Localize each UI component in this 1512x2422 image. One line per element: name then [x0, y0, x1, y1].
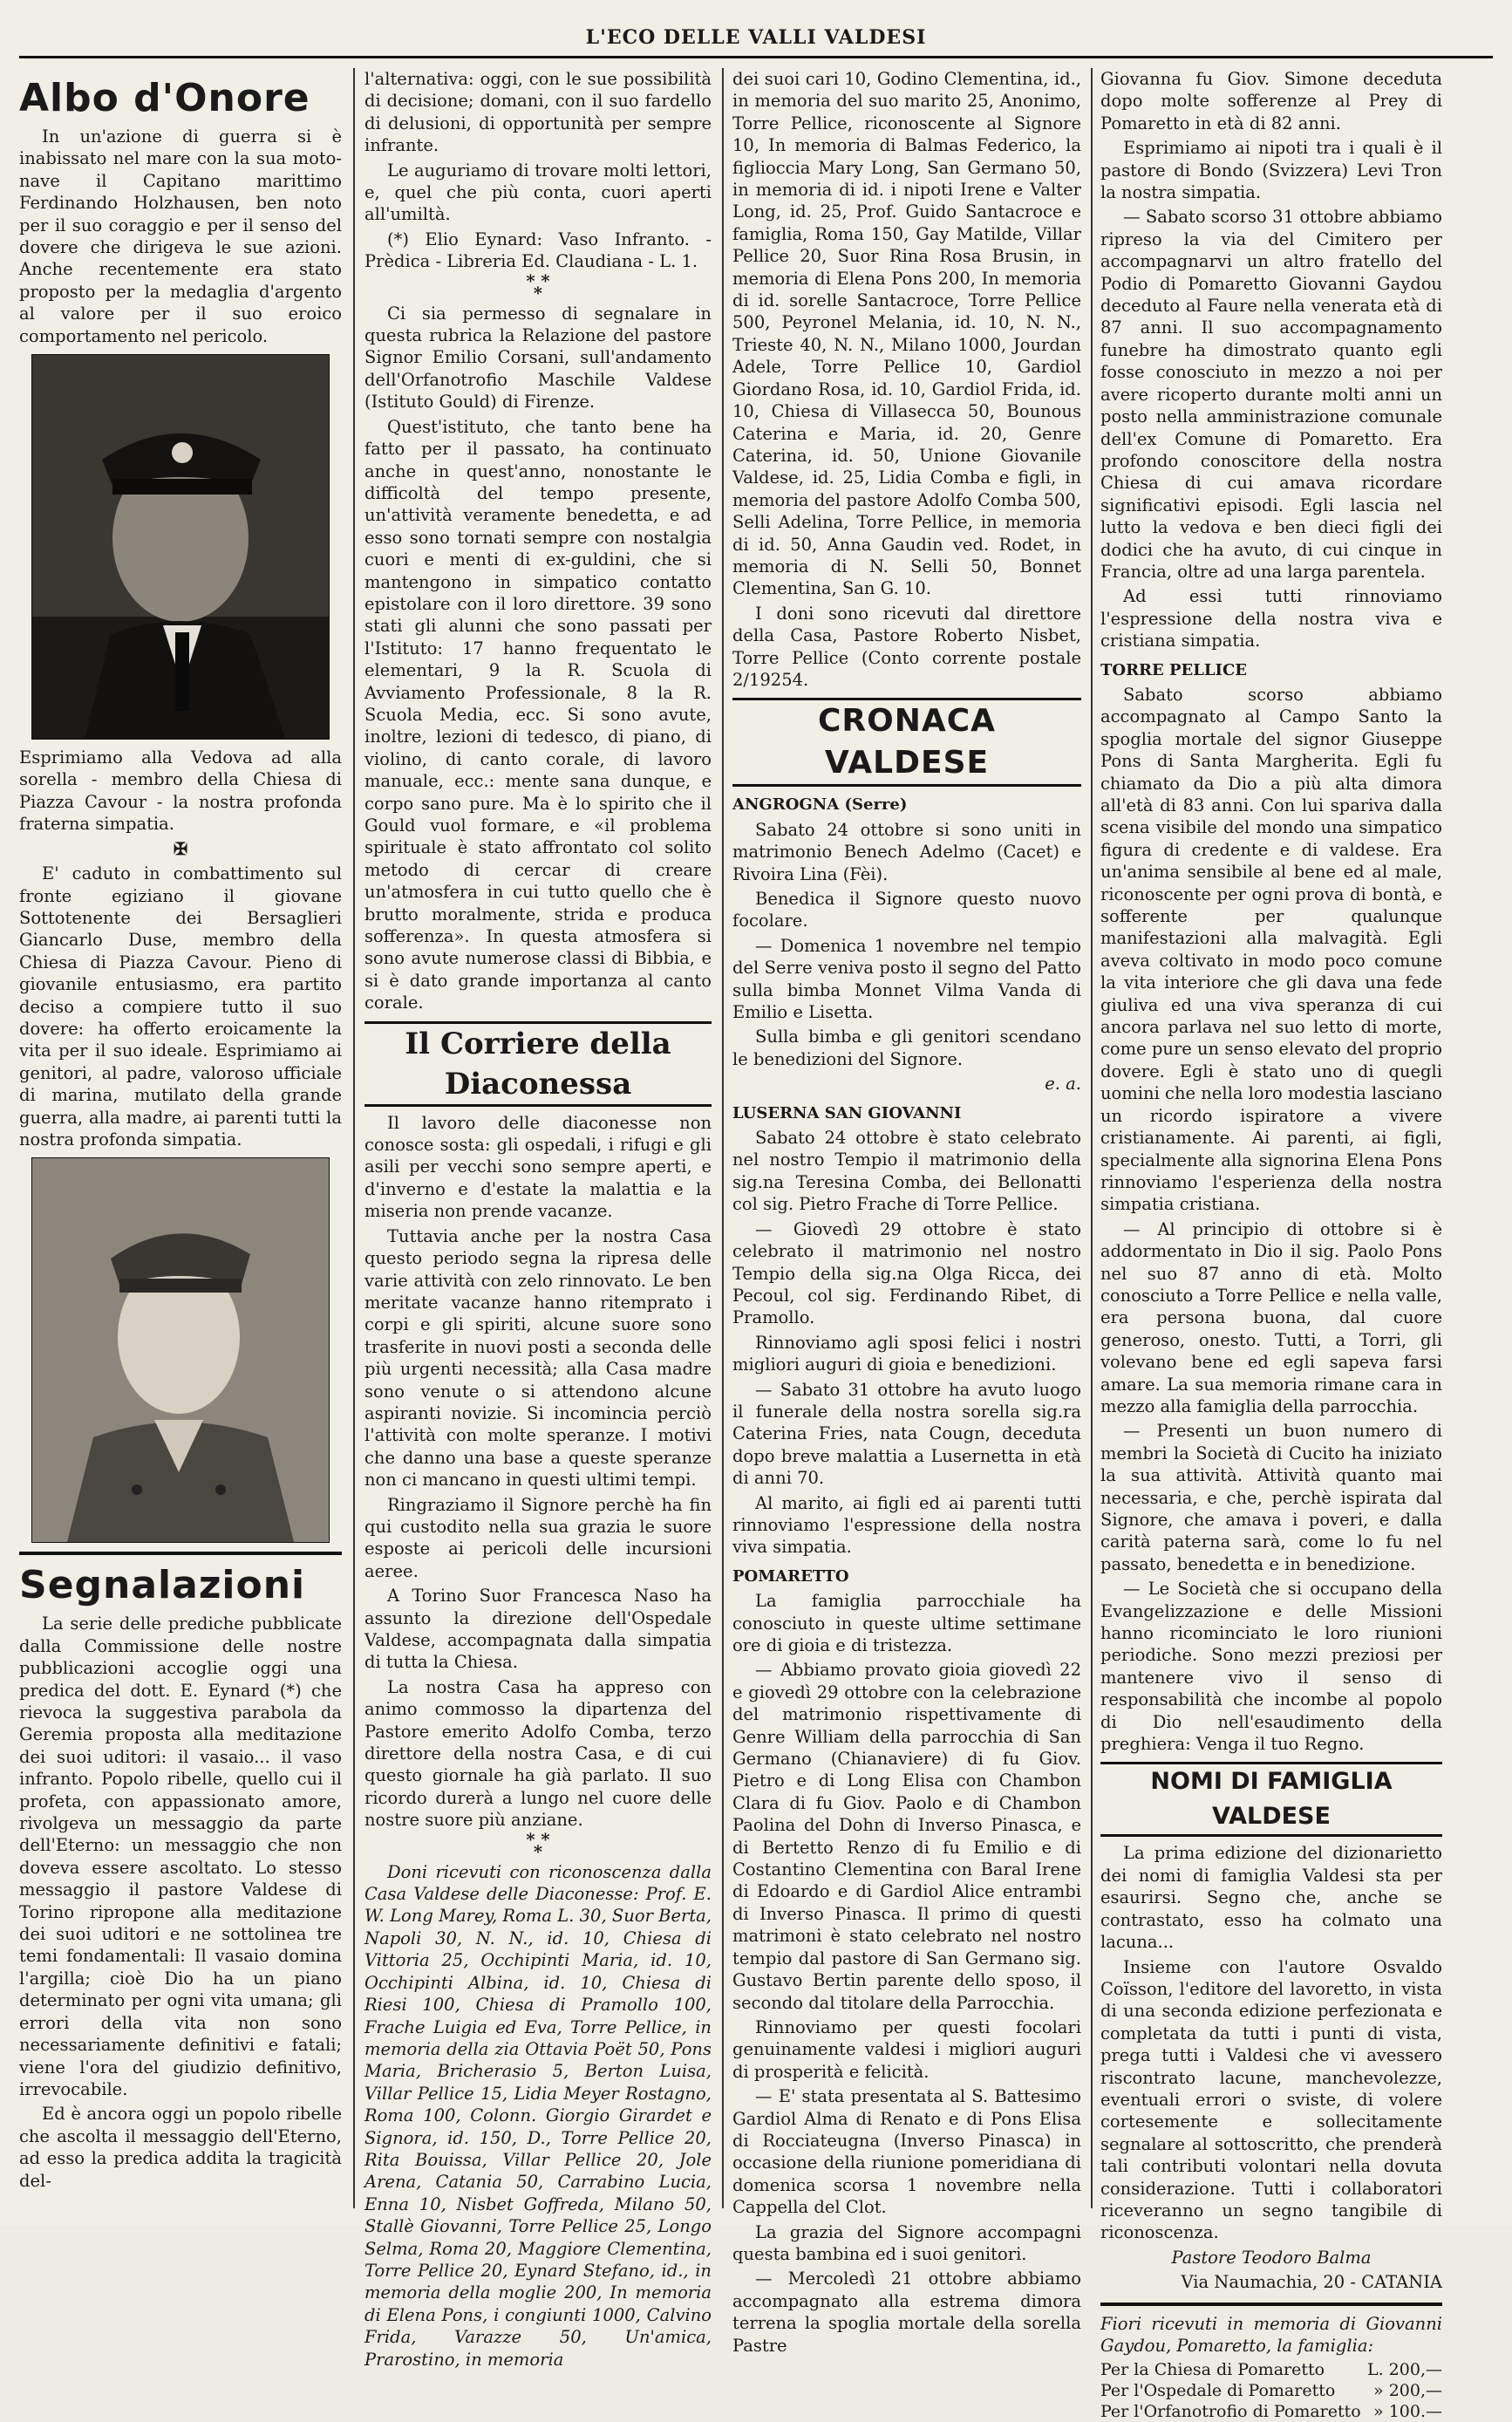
column-divider	[722, 68, 724, 2208]
angrogna-paragraph-3: — Domenica 1 novembre nel tempio del Serre veniva posto il segno del Patto sulla bimba Monnet Vilma Vanda di Emilio e Lisetta.	[732, 935, 1081, 1023]
location-luserna: LUSERNA SAN GIOVANNI	[732, 1103, 962, 1122]
corriere-paragraph-3: Ringraziamo il Signore perchè ha fin qui custodito nella sua grazia le suore esposte ai pericoli delle incursioni aeree.	[364, 1494, 712, 1581]
fiori-label: Per l'Orfanotrofio di Pomaretto	[1100, 2402, 1361, 2422]
luserna-paragraph-3: Rinnoviamo agli sposi felici i nostri migliori auguri di gioia e benedizioni.	[732, 1332, 1081, 1375]
pomaretto-paragraph-1: La famiglia parrocchiale ha conosciuto in queste ultime settimane ore di gioia e di tristezza.	[732, 1591, 1081, 1655]
cross-symbol: ✠	[173, 838, 188, 859]
doni-list: Doni ricevuti con riconoscenza dalla Casa Valdese delle Diaconesse: Prof. E. W. Long Marey, Roma L. 30, Suor Berta, Napoli 30, N. N., id. 10, Chiesa di Vittoria 25, Occhipinti Maria, id. 10, Occhipinti Albina, id. 10, Chiesa di Riesi 100, Chiesa di Pramollo 100, Frache Luigia ed Eva, Torre Pellice, in memoria della zia Ottavia Poët 50, Pons Maria, Bricherasio 5, Berton Luisa, Villar Pellice 15, Lidia Meyer Rostagno, Roma 100, Colonn. Giorgio Girardet e Signora, id. 150, D., Torre Pellice 20, Rita Bouissa, Villar Pellice 20, Jole Arena, Catania 50, Carrabino Lucia, Enna 10, Nisbet Goffreda, Milano 50, Stallè Giovanni, Torre Pellice 25, Longo Selma, Roma 20, Maggiore Clementina, Torre Pellice 20, Eynard Stefano, id., in memoria della moglie 200, In memoria di Elena Pons, i congiunti 1000, Calvino Frida, Varazze 50, Un'amica, Prarostino, in memoria	[364, 1861, 712, 2370]
portrait-photo-officer	[31, 354, 330, 740]
table-row	[1100, 2359, 1442, 2380]
column-3	[732, 68, 1081, 2356]
fiori-heading: Fiori ricevuti in memoria di Giovanni Gaydou, Pomaretto, la famiglia:	[1100, 2313, 1442, 2356]
luserna-paragraph-1: Sabato 24 ottobre è stato celebrato nel nostro Tempio il matrimonio della sig.na Teresina Comba, dei Bellonatti col sig. Pietro Frache di Torre Pellice.	[732, 1128, 1081, 1215]
asterism: * * *	[526, 1829, 550, 1862]
nomi-paragraph-2: Insieme con l'autore Osvaldo Coïsson, l'editore del lavoretto, in vista di una seconda edizione perfezionata e completata da tutti i punti di vista, prega tutti i Valdesi che vi avessero riscontrato lacune, manchevolezze, eventuali errori o sviste, di volere cortesemente e sollecitamente segnalare al sottoscritto, che prenderà tali contributi volontari nella dovuta considerazione. Tutti i collaboratori riceveranno un segno tangibile di riconoscenza.	[1100, 1956, 1442, 2243]
column-divider	[353, 68, 355, 2208]
torre-paragraph-2: — Al principio di ottobre si è addormentato in Dio il sig. Paolo Pons nel suo 87 anno di età. Molto conosciuto a Torre Pellice e nella valle, era persona buona, dal cuore generoso, onesto. Tutti, a Torri, gli volevano bene ed egli sapeva farsi amare. La sua memoria rimane cara in mezzo alla famiglia della parrocchia.	[1100, 1218, 1442, 1416]
masthead-rule	[19, 56, 1493, 58]
nomi-title: NOMI DI FAMIGLIA VALDESE	[1100, 1762, 1442, 1837]
col2-paragraph-5: Quest'istituto, che tanto bene ha fatto per il passato, ha continuato anche in quest'anno, nonostante le difficoltà del tempo presente, un'attività veramente benedetta, e ad esso sono tornati sempre con nostalgia cuori e menti di ex-guldini, che si mantengono in simpatico contatto epistolare con il loro direttore. 39 sono stati gli alunni che sono passati per l'Istituto: 17 hanno frequentato le elementari, 9 la R. Scuola di Avviamento Professionale, 8 la R. Scuola Media, ecc. Si sono avute, inoltre, lezioni di tedesco, di piano, di violino, di canto corale, di lavoro manuale, ecc.: mente sana dunque, e corpo sano pure. Ma è lo spirito che il Gould vuol formare, e «il problema spirituale è stato affrontato col solito metodo di cercar di creare un'atmosfera in cui tutto quello che è brutto moralmente, strida e produca sofferenza». In questa atmosfera si sono avute numerose classi di Bibbia, e si è dato grande importanza al canto corale.	[364, 416, 712, 1013]
section-rule	[1100, 2303, 1442, 2306]
signature-initials: e. a.	[1045, 1074, 1081, 1095]
torre-paragraph-3: — Presenti un buon numero di membri la Società di Cucito ha iniziato la sua attività. Attività quanto mai necessaria, e che, perchè ispirata dal Signore, che amava i poveri, e dalla carità paterna sarà, come lo fu nel passato, benedetta e in benedizione.	[1100, 1421, 1442, 1574]
torre-paragraph-1: Sabato scorso abbiamo accompagnato al Campo Santo la spoglia mortale del signor Giuseppe Pons di Santa Margherita. Egli fu chiamato da Dio a più alta dimora all'età di 83 anni. Con lui spariva dalla scena visibile del mondo una simpatico figura di credente e di valdese. Era un'anima sensibile al bene ed al male, riconoscente per ogni prova di bontà, e sofferente per qualunque manifestazioni alla malvagità. Egli aveva coltivato in modo poco comune la vita interiore che gli dava una fede giuliva ed una viva speranza di cui ancora parlava nel suo letto di morte, come pure un senso elevato del proprio dovere. Egli è stato uno di quegli uomini che nella loro modestia lasciano un ricordo ispiratore a vivere cristianamente. Ai parenti, ai figli, specialmente alla signorina Elena Pons rinnoviamo l'esperienza della nostra simpatia cristiana.	[1100, 684, 1442, 1215]
corriere-title: Il Corriere della Diaconessa	[364, 1021, 712, 1107]
pomaretto-paragraph-6: — Mercoledì 21 ottobre abbiamo accompagnato alla estrema dimora terrena la spoglia mortale della sorella Pastre	[732, 2268, 1081, 2356]
table-row	[1100, 2401, 1442, 2422]
pomaretto-paragraph-5: La grazia del Signore accompagni questa bambina ed i suoi genitori.	[732, 2221, 1081, 2264]
table-row	[1100, 2380, 1442, 2401]
fiori-amount: » 100.—	[1373, 2402, 1442, 2422]
location-pomaretto: POMARETTO	[732, 1566, 849, 1586]
asterism: * * *	[526, 270, 550, 304]
albo-title: Albo d'Onore	[19, 76, 310, 120]
luserna-paragraph-2: — Giovedì 29 ottobre è stato celebrato il matrimonio nel nostro Tempio della sig.na Olga Ricca, dei Pecoul, col sig. Ferdinando Ribet, di Pramollo.	[732, 1218, 1081, 1328]
col2-footnote: (*) Elio Eynard: Vaso Infranto. - Prèdica - Libreria Ed. Claudiana - L. 1.	[364, 229, 712, 272]
section-rule	[19, 1552, 342, 1555]
fiori-table	[1100, 2359, 1442, 2422]
masthead: L'ECO DELLE VALLI VALDESI	[585, 26, 927, 49]
signature-name: Pastore Teodoro Balma	[1171, 2247, 1372, 2268]
column-1	[19, 68, 342, 2208]
fiori-label: Per la Chiesa di Pomaretto	[1100, 2360, 1325, 2380]
nomi-paragraph-1: La prima edizione del dizionarietto dei nomi di famiglia Valdesi sta per esaurirsi. Segno che, anche se contrastato, esso ha colmato una lacuna...	[1100, 1843, 1442, 1953]
column-2	[364, 68, 712, 2370]
column-4	[1100, 68, 1442, 2422]
col4-paragraph-3: — Sabato scorso 31 ottobre abbiamo ripreso la via del Cimitero per accompagnarvi un altro fratello del Podio di Pomaretto Giovanni Gaydou deceduto al Faure nella venerata età di 87 anni. Il suo accompagnamento funebre ha dimostrato quanto egli fosse conosciuto in mezzo a noi per avere ricoperto durante molti anni un posto nella amministrazione comunale dell'ex Comune di Pomaretto. Era profondo conoscitore della nostra Chiesa di cui amava ricordare significativi episodi. Egli lascia nel lutto la vedova e ben dieci figli dei dodici che ha avuto, di cui cinque in Francia, oltre ad una larga parentela.	[1100, 207, 1442, 582]
angrogna-paragraph-1: Sabato 24 ottobre si sono uniti in matrimonio Benech Adelmo (Cacet) e Rivoira Lina (Fèi).	[732, 819, 1081, 884]
fiori-label: Per l'Ospedale di Pomaretto	[1100, 2381, 1336, 2401]
location-angrogna: ANGROGNA (Serre)	[732, 795, 908, 815]
fiori-amount: L. 200,—	[1366, 2360, 1442, 2380]
luserna-paragraph-5: Al marito, ai figli ed ai parenti tutti rinnoviamo l'espressione della nostra viva simpatia.	[732, 1492, 1081, 1558]
doni-list-continued: dei suoi cari 10, Godino Clementina, id., in memoria del suo marito 25, Anonimo, Torre Pellice, riconoscente al Signore 10, In memoria di Balmas Federico, la figlioccia Mary Long, San Germano 50, in memoria di id. i nipoti Irene e Valter Long, id. 25, Prof. Guido Santacroce e famiglia, Roma 150, Gay Matilde, Villar Pellice 20, Suor Rina Rosa Brusin, in memoria di Elena Pons 200, In memoria di id. sorelle Santacroce, Torre Pellice 500, Peyronel Melania, id. 10, N. N., Trieste 40, N. N., Milano 1000, Jourdan Adele, Torre Pellice 10, Gardiol Giordano Rosa, id. 10, Gardiol Frida, id. 10, Chiesa di Villasecca 50, Bounous Caterina e Maria, id. 20, Genre Caterina, id. 50, Unione Giovanile Valdese, id. 25, Lidia Comba e figli, in memoria del pastore Adolfo Comba 500, Selli Adelina, Torre Pellice, in memoria di id. 50, Anna Gaudin ved. Rodet, in memoria di N. Selli 50, Bonnet Clementina, San G. 10.	[732, 69, 1081, 599]
col4-paragraph-4: Ad essi tutti rinnoviamo l'espressione della nostra viva e cristiana simpatia.	[1100, 586, 1442, 652]
corriere-paragraph-5: La nostra Casa ha appreso con animo commosso la dipartenza del Pastore emerito Adolfo Comba, terzo direttore della nostra Casa, e di cui questo giornale ha già parlato. Il suo ricordo durerà a lungo nel cuore delle nostre suore più anziane.	[364, 1676, 712, 1831]
pomaretto-paragraph-3: Rinnoviamo per questi focolari genuinamente valdesi i migliori auguri di prosperità e felicità.	[732, 2016, 1081, 2082]
col2-paragraph-2: Le auguriamo di trovare molti lettori, e, quel che più conta, cuori aperti all'umiltà.	[364, 160, 712, 225]
signature-address: Via Naumachia, 20 - CATANIA	[1181, 2272, 1442, 2293]
segnalazioni-paragraph-2: Ed è ancora oggi un popolo ribelle che ascolta il messaggio dell'Eterno, ad esso la predica addita la tragicità del-	[19, 2104, 342, 2191]
col4-paragraph-1: Giovanna fu Giov. Simone deceduta dopo molte sofferenze al Prey di Pomaretto in età di 82 anni.	[1100, 69, 1442, 133]
albo-paragraph-3: E' caduto in combattimento sul fronte egiziano il giovane Sottotenente dei Bersaglieri Giancarlo Duse, membro della Chiesa di Piazza Cavour. Pieno di giovanile entusiasmo, era partito deciso a compiere tutto il suo dovere: ha offerto eroicamente la vita per il suo ideale. Esprimiamo ai genitori, al padre, valoroso ufficiale di marina, mutilato della grande guerra, alla madre, ai parenti tutti la nostra profonda simpatia.	[19, 863, 342, 1150]
pomaretto-paragraph-2: — Abbiamo provato gioia giovedì 22 e giovedì 29 ottobre con la celebrazione del matrimonio rispettivamente di Genre William della parrocchia di San Germano (Chianaviere) di fu Giov. Pietro e di Long Elisa con Chambon Clara di fu Giov. Paolo e di Chambon Paolina del Dohn di Inverso Pinasca, e di Bertetto Renzo di fu Emilio e di Costantino Clementina con Baral Irene di Edoardo e di Gardiol Alice entrambi di Inverso Pinasca. Il primo di questi matrimoni è stato celebrato nel nostro tempio dal pastore di San Germano sig. Gustavo Bertin parente dello sposo, il secondo dal titolare della Parrocchia.	[732, 1660, 1081, 2013]
location-torre-pellice: TORRE PELLICE	[1100, 660, 1248, 679]
albo-paragraph-2: Esprimiamo alla Vedova ad alla sorella - membro della Chiesa di Piazza Cavour - la nostra profonda fraterna simpatia.	[19, 747, 342, 835]
corriere-paragraph-4: A Torino Suor Francesca Naso ha assunto la direzione dell'Ospedale Valdese, accompagnata dalla simpatia di tutta la Chiesa.	[364, 1586, 712, 1673]
corriere-paragraph-2: Tuttavia anche per la nostra Casa questo periodo segna la ripresa delle varie attività con zelo rinnovato. Le ben meritate vacanze hanno ritemprato i corpi e gli spiriti, alcune suore sono trasferite in nuovi posti a seconda delle più urgenti necessità; alla Casa madre sono venute o si attendono alcune aspiranti novizie. Si incomincia perciò l'attività con molte speranze. I motivi che danno una base a queste speranze non ci mancano in questi ultimi tempi.	[364, 1225, 712, 1491]
column-divider	[1091, 68, 1093, 2208]
col2-paragraph-1: l'alternativa: oggi, con le sue possibilità di decisione; domani, con il suo fardello di delusioni, di opportunità per sempre infrante.	[364, 69, 712, 156]
col4-paragraph-2: Esprimiamo ai nipoti tra i quali è il pastore di Bondo (Svizzera) Levi Tron la nostra simpatia.	[1100, 138, 1442, 203]
segnalazioni-title: Segnalazioni	[19, 1563, 306, 1608]
doni-note: I doni sono ricevuti dal direttore della Casa, Pastore Roberto Nisbet, Torre Pellice (Conto corrente postale 2/19254.	[732, 603, 1081, 690]
torre-paragraph-4: — Le Società che si occupano della Evangelizzazione e delle Missioni hanno ricominciato le loro riunioni periodiche. Sono mezzi preziosi per mantenere vivo il senso di responsabilità che incombe al popolo di Dio nell'esaudimento della preghiera: Venga il tuo Regno.	[1100, 1579, 1442, 1755]
albo-paragraph-1: In un'azione di guerra si è inabissato nel mare con la sua moto-nave il Capitano marittimo Ferdinando Holzhausen, ben noto per il suo coraggio e per il senso del dovere che dirigeva le sue azioni. Anche recentemente era stato proposto per la medaglia d'argento al valore per il suo eroico comportamento nel pericolo.	[19, 126, 342, 346]
angrogna-paragraph-4: Sulla bimba e gli genitori scendano le benedizioni del Signore.	[732, 1027, 1081, 1069]
segnalazioni-paragraph-1: La serie delle prediche pubblicate dalla Commissione delle nostre pubblicazioni accoglie oggi una predica del dott. E. Eynard (*) che rievoca la suggestiva parabola da Geremia proposta alla meditazione dei suoi uditori: il vasaio... il vaso infranto. Popolo ribelle, quello cui il profeta, con appassionato amore, rivolgeva un messaggio da parte dell'Eterno: un messaggio che non doveva essere ascoltato. Lo stesso messaggio il pastore Valdese di Torino ripropone alla meditazione dei suoi uditori e ne sottolinea tre temi fondamentali: Il vasaio domina l'argilla; cioè Dio ha un piano determinato per ogni vita umana; gli errori della vita non sono necessariamente definitivi e fatali; viene l'ora del giudizio definitivo, irrevocabile.	[19, 1614, 342, 2099]
col2-paragraph-4: Ci sia permesso di segnalare in questa rubrica la Relazione del pastore Signor Emilio Corsani, sull'andamento dell'Orfanotrofio Maschile Valdese (Istituto Gould) di Firenze.	[364, 303, 712, 413]
pomaretto-paragraph-4: — E' stata presentata al S. Battesimo Gardiol Alma di Renato e di Pons Elisa di Rocciateugna (Inverso Pinasca) in occasione della riunione pomeridiana di domenica scorsa 1 novembre nella Cappella del Clot.	[732, 2086, 1081, 2218]
luserna-paragraph-4: — Sabato 31 ottobre ha avuto luogo il funerale della nostra sorella sig.ra Caterina Fries, nata Cougn, deceduta dopo breve malattia a Lusernetta in età di anni 70.	[732, 1379, 1081, 1489]
cronaca-title: CRONACA VALDESE	[732, 698, 1081, 787]
fiori-amount: » 200,—	[1373, 2381, 1442, 2401]
portrait-photo-lieutenant	[31, 1157, 330, 1543]
corriere-paragraph-1: Il lavoro delle diaconesse non conosce sosta: gli ospedali, i rifugi e gli asili per vecchi sono sempre aperti, e d'inverno e d'estate la malattia e la miseria non prende vacanze.	[364, 1112, 712, 1222]
angrogna-paragraph-2: Benedica il Signore questo nuovo focolare.	[732, 889, 1081, 931]
